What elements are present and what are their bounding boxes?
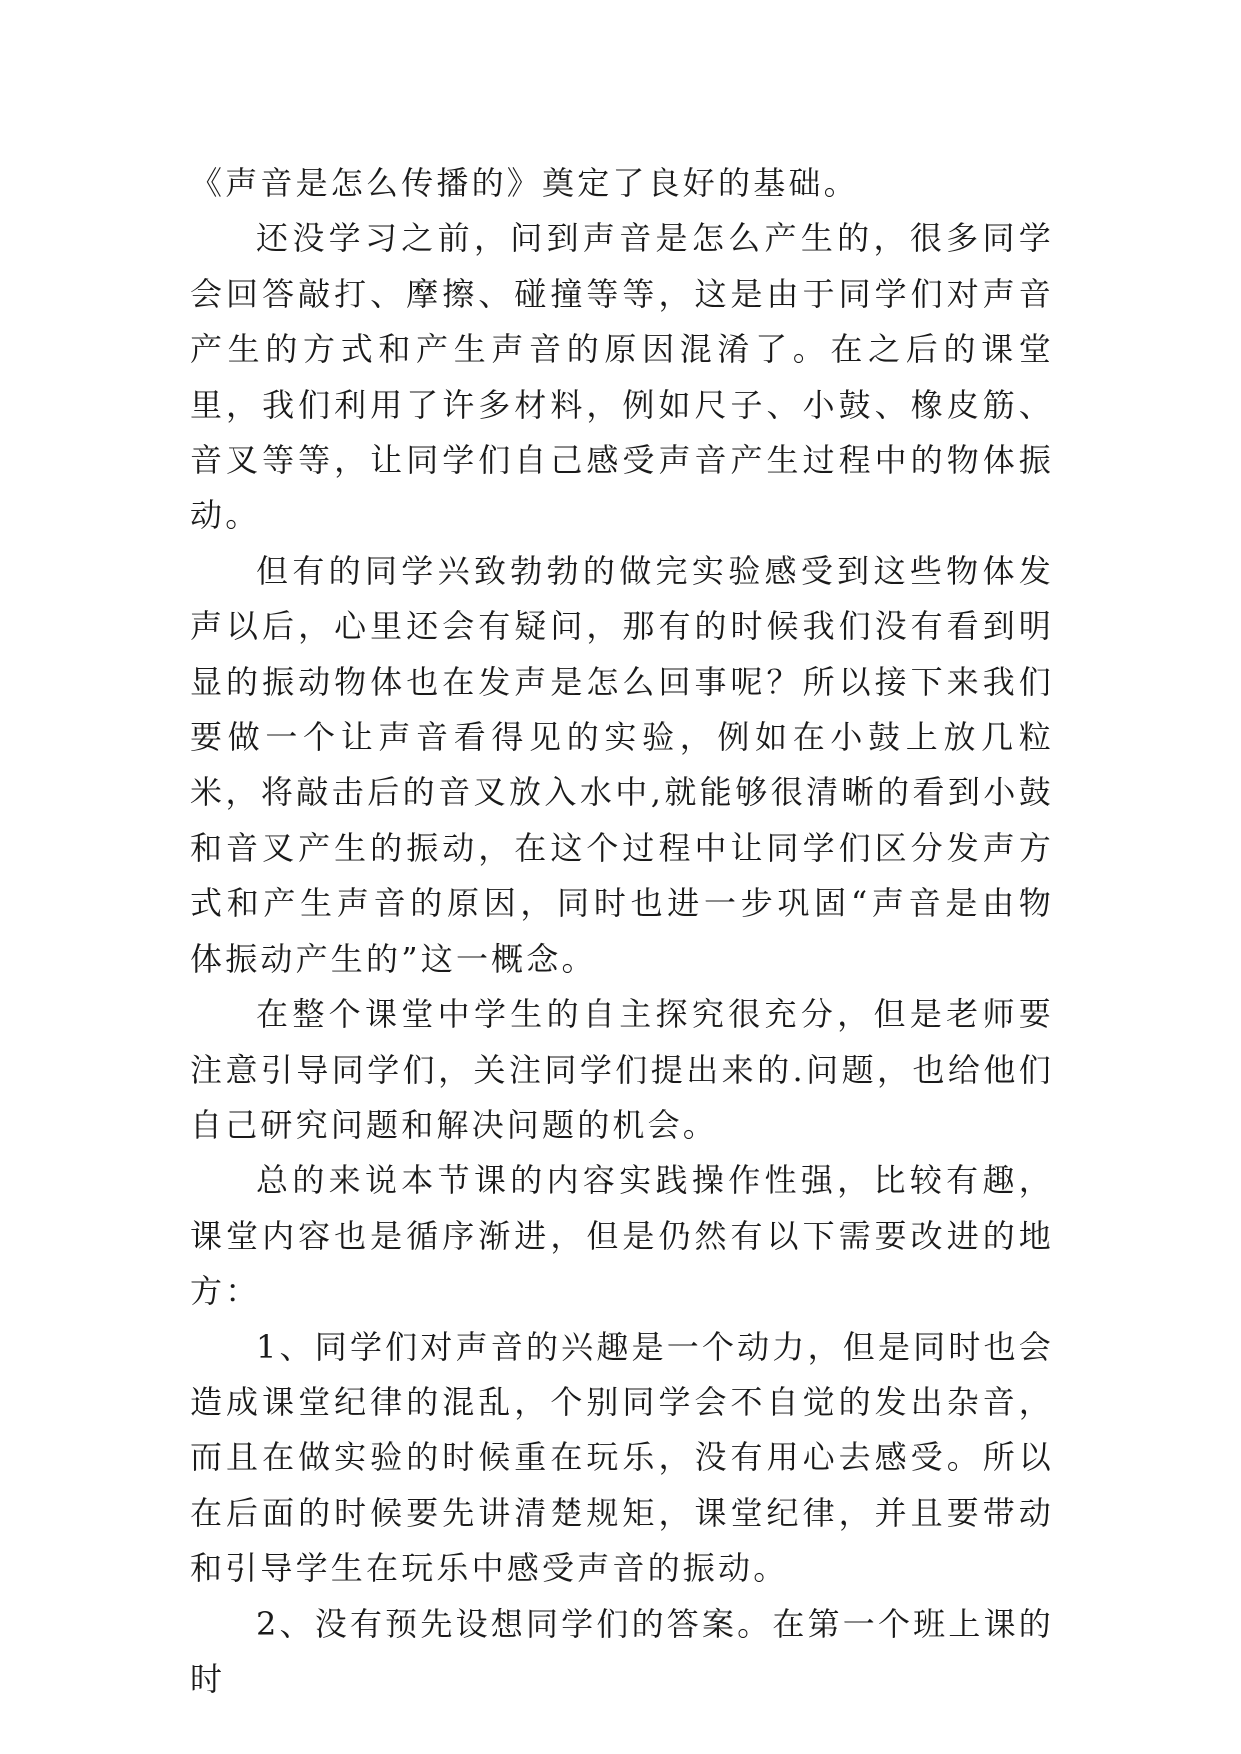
paragraph-2: 还没学习之前，问到声音是怎么产生的，很多同学会回答敲打、摩擦、碰撞等等，这是由于同学们对声音产生的方式和产生声音的原因混淆了。在之后的课堂里，我们利用了许多材料，例如尺子、小鼓、橡皮筋、音叉等等，让同学们自己感受声音产生过程中的物体振动。 — [190, 219, 1054, 535]
paragraph-6: 1、同学们对声音的兴趣是一个动力，但是同时也会造成课堂纪律的混乱，个别同学会不自觉的发出杂音，而且在做实验的时候重在玩乐，没有用心去感受。所以在后面的时候要先讲清楚规矩，课堂纪律，并且要带动和引导学生在玩乐中感受声音的振动。 — [190, 1327, 1054, 1588]
paragraph-3: 但有的同学兴致勃勃的做完实验感受到这些物体发声以后，心里还会有疑问，那有的时候我们没有看到明显的振动物体也在发声是怎么回事呢？所以接下来我们要做一个让声音看得见的实验，例如在小鼓上放几粒米，将敲击后的音叉放入水中,就能够很清晰的看到小鼓和音叉产生的振动，在这个过程中让同学们区分发声方式和产生声音的原因，同时也进一步巩固“声音是由物体振动产生的”这一概念。 — [190, 551, 1054, 978]
paragraph-4: 在整个课堂中学生的自主探究很充分，但是老师要注意引导同学们，关注同学们提出来的.问题，也给他们自己研究问题和解决问题的机会。 — [190, 995, 1054, 1144]
paragraph-7: 2、没有预先设想同学们的答案。在第一个班上课的时 — [190, 1604, 1054, 1698]
paragraph-1: 《声音是怎么传播的》奠定了良好的基础。 — [190, 164, 859, 202]
document-body — [190, 156, 1054, 1707]
paragraph-5: 总的来说本节课的内容实践操作性强，比较有趣，课堂内容也是循序渐进，但是仍然有以下需要改进的地方： — [190, 1161, 1054, 1311]
